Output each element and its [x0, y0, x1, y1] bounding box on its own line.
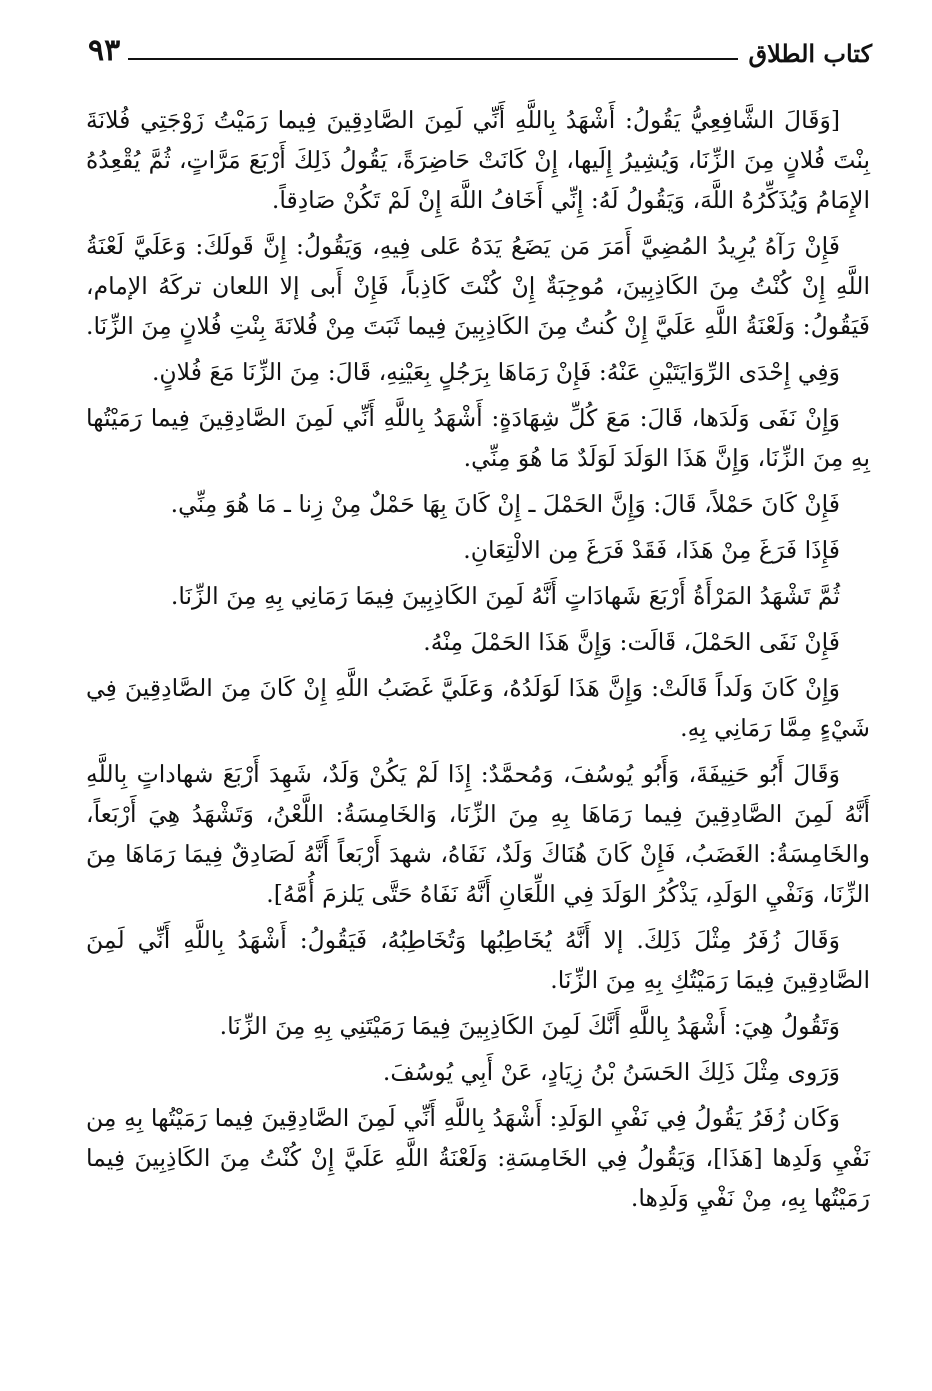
page-number: ٩٣ — [88, 33, 121, 68]
page-header — [88, 26, 872, 66]
paragraph: وَتَقُولُ هِيَ: أَشْهَدُ بِاللَّهِ أَنَّكَ لَمِنَ الكَاذِبِينَ فِيمَا رَمَيْتَنِي بِهِ مِنَ الزِّنَا. — [219, 1012, 840, 1040]
paragraph: وَكَان زُفَرُ يَقُولُ فِي نَفْيِ الوَلَدِ: أَشْهَدُ بِاللَّهِ أَنِّي لَمِنَ الصَّادِقِينَ فِيما رَمَيْتُها بِهِ مِن نَفْيِ وَلَدِها [هَذَا]، وَيَقُولُ فِي الخَامِسَةِ: وَلَعْنَةُ اللَّهِ عَلَيَّ إِنْ كُنْتُ مِنَ الكَاذِبِينَ فِيما رَمَيْتُها بِهِ، مِنْ نَفْيِ وَلَدِها. — [86, 1104, 870, 1212]
running-title: كتاب الطلاق — [748, 39, 872, 68]
paragraph: وَقَالَ أَبُو حَنِيفَةَ، وَأَبُو يُوسُفَ، وَمُحمَّدٌ: إِذَا لَمْ يَكُنْ وَلَدٌ، شَهِدَ أَرْبَعَ شهاداتٍ بِاللَّهِ أَنَّهُ لَمِنَ الصَّادِقِينَ فِيما رَمَاهَا بِهِ مِنَ الزِّنَا، وَالخَامِسَةُ: اللَّعْنُ، وَتَشْهَدُ هِيَ أَرْبَعاً، والخَامِسَةُ: الغَضَبُ، فَإِنْ كَانَ هُنَاكَ وَلَدٌ، نَفَاهُ، شهدَ أَرْبَعاً أَنَّهُ لَصَادِقٌ فِيمَا رَمَاهَا مِنَ الزِّنَا، وَنَفْيِ الوَلَدِ، يَذْكُرُ الوَلَدَ فِي اللِّعَانِ أَنَّهُ نَفَاهُ حَتَّى يَلزمَ أُمَّهُ]. — [86, 760, 870, 908]
paragraph: ثُمَّ تَشْهَدُ المَرْأَةُ أَرْبَعَ شَهادَاتٍ أَنَّهُ لَمِنَ الكَاذِبِينَ فِيمَا رَمَانِي بِهِ مِنَ الزِّنَا. — [170, 582, 840, 610]
paragraph: وَقَالَ زُفَرُ مِثْلَ ذَلِكَ. إلا أَنَّهُ يُخَاطِبُها وَتُخَاطِبُهُ، فَيَقُولُ: أَشْهَدُ بِاللَّهِ أَنِّي لَمِنَ الصَّادِقِينَ فِيمَا رَمَيْتُكِ بِهِ مِنَ الزِّنَا. — [86, 926, 870, 994]
main-text — [86, 100, 870, 1224]
paragraph: [وَقَالَ الشَّافِعِيُّ يَقُولُ: أَشْهَدُ بِاللَّهِ أَنِّي لَمِنَ الصَّادِقِينَ فِيما رَمَيْتُ زَوْجَتِي فُلانَةَ بِنْتَ فُلانٍ مِنَ الزِّنَا، وَيُشِيرُ إِلَيها، إِنْ كَانَتْ حَاضِرَةً، يَقُولُ ذَلِكَ أَرْبَعَ مَرَّاتٍ، ثُمَّ يُقْعِدُهُ الإِمَامُ وَيُذَكِّرُهُ اللَّهَ، وَيَقُولُ لَهُ: إِنِّي أَخَافُ اللَّهَ إِنْ لَمْ تَكُنْ صَادِقاً. — [86, 106, 870, 214]
paragraph: فَإِنْ رَآهُ يُرِيدُ المُضِيَّ أَمَرَ مَن يَضَعُ يَدَهُ عَلى فِيهِ، وَيَقُولُ: إِنَّ قَولَكَ: وَعَلَيَّ لَعْنَةُ اللَّهِ إِنْ كُنْتُ مِنَ الكَاذِبِينَ، مُوجِبَةٌ إِنْ كُنْتَ كَاذِباً، فَإِنْ أَبى إلا اللعان تركَهُ الإمام، فَيَقُولُ: وَلَعْنَةُ اللَّهِ عَلَيَّ إِنْ كُنتُ مِنَ الكَاذِبِينَ فِيما ثَبَتَ مِنْ فُلانَةَ بِنْتِ فُلانٍ مِنَ الزِّنَا. — [86, 232, 870, 340]
paragraph: وَرَوى مِثْلَ ذَلِكَ الحَسَنُ بْنُ زِيَادٍ، عَنْ أَبِي يُوسُفَ. — [382, 1058, 840, 1086]
paragraph: فَإِذَا فَرَغَ مِنْ هَذَا، فَقَدْ فَرَغَ مِن الالْتِعَانِ. — [463, 536, 840, 564]
paragraph: وَإِنْ كَانَ وَلَداً قَالَتْ: وَإِنَّ هَذَا لَوَلَدُهُ، وَعَلَيَّ غَضَبُ اللَّهِ إِنْ كَانَ مِنَ الصَّادِقِينَ فِي شَيْءٍ مِمَّا رَمَانِي بِهِ. — [86, 674, 870, 742]
paragraph: وَفِي إِحْدَى الرِّوَايَتَيْنِ عَنْهُ: فَإِنْ رَمَاهَا بِرَجُلٍ بِعَيْنِهِ، قَالَ: مِنَ الزِّنَا مَعَ فُلانٍ. — [151, 358, 840, 386]
header-rule — [128, 58, 738, 60]
paragraph: فَإِنْ كَانَ حَمْلاً، قَالَ: وَإِنَّ الحَمْلَ ـ إِنْ كَانَ بِهَا حَمْلٌ مِنْ زِنا ـ مَا هُوَ مِنِّي. — [170, 490, 840, 518]
paragraph: وَإِنْ نَفَى وَلَدَها، قَالَ: مَعَ كُلِّ شِهَادَةٍ: أَشْهَدُ بِاللَّهِ أَنِّي لَمِنَ الصَّادِقِينَ فِيما رَمَيْتُها بِهِ مِنَ الزِّنَا، وَإِنَّ هَذَا الوَلَدَ لَوَلَدٌ مَا هُوَ مِنِّي. — [86, 404, 870, 472]
paragraph: فَإِنْ نَفَى الحَمْلَ، قَالَت: وَإِنَّ هَذَا الحَمْلَ مِنْهُ. — [423, 628, 840, 656]
